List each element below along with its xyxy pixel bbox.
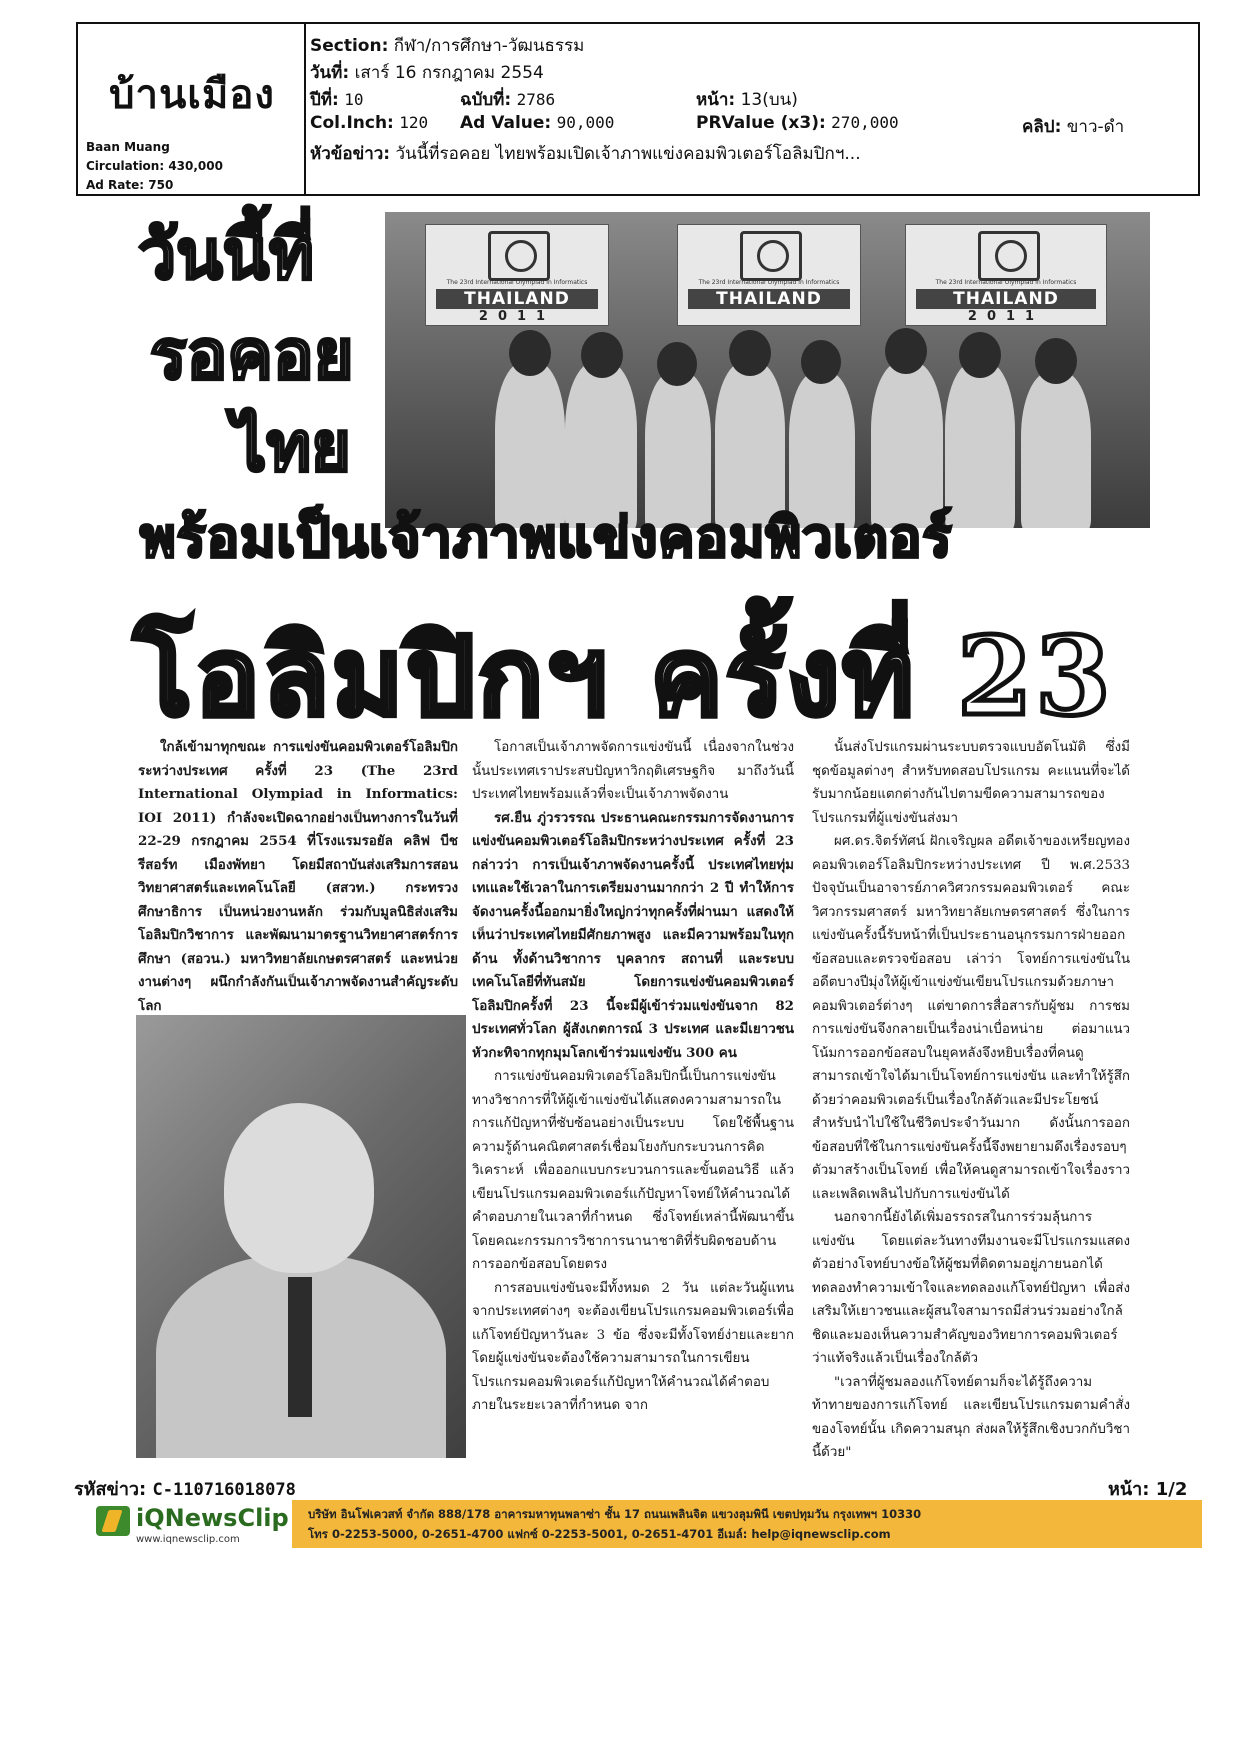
- section-label: Section:: [310, 36, 389, 56]
- date-row: [310, 59, 1190, 86]
- iqnewsclip-logo: [96, 1502, 289, 1548]
- headline-line-3: ไทย: [232, 407, 351, 487]
- company-contact: โทร 0-2253-5000, 0-2651-4700 แฟกซ์ 0-2253-5001, 0-2651-4701 อีเมล์: help@iqnewsclip.com: [308, 1527, 891, 1541]
- person-head: [801, 340, 841, 384]
- headline-value: วันนี้ที่รอคอย ไทยพร้อมเปิดเจ้าภาพแข่งคอมพิวเตอร์โอลิมปิกฯ...: [395, 144, 861, 164]
- article-paragraph: ผศ.ดร.จิตร์ทัศน์ ฝักเจริญผล อดีตเจ้าของเหรียญทองคอมพิวเตอร์โอลิมปิกระหว่างประเทศ ปี พ.ศ.2533 ปัจจุบันเป็นอาจารย์ภาควิศวกรรมคอมพิวเตอร์ คณะวิศวกรรมศาสตร์ มหาวิทยาลัยเกษตรศาสตร์ ซึ่งในการแข่งขันครั้งนี้รับหน้าที่เป็นประธานอนุกรรมการฝ่ายออกข้อสอบและตรวจข้อสอบ เล่าว่า โจทย์การแข่งขันในอดีตบางปีมุ่งให้ผู้เข้าแข่งขันเขียนโปรแกรมด้วยภาษาคอมพิวเตอร์ต่างๆ แต่ขาดการสื่อสารกับผู้ชม การชมการแข่งขันจึงกลายเป็นเรื่องน่าเบื่อหน่าย ต่อมาแนวโน้มการออกข้อสอบในยุคหลังจึงหยิบเรื่องที่คนดูสามารถเข้าใจได้มาเป็นโจทย์การแข่งขัน และทำให้รู้สึกด้วยว่าคอมพิวเตอร์เป็นเรื่องใกล้ตัวและมีประโยชน์สำหรับนำไปใช้ในชีวิตประจำวันมาก ดังนั้นการออกข้อสอบที่ใช้ในการแข่งขันครั้งนี้จึงพยายามดึงเรื่องรอบๆ ตัวมาสร้างเป็นโจทย์ เพื่อให้คนดูสามารถเข้าใจเรื่องราวและเพลิดเพลินไปกับการแข่งขันได้: [812, 834, 1130, 1202]
- headline-line-1: วันนี้ที่: [138, 215, 314, 295]
- article-paragraph: โอกาสเป็นเจ้าภาพจัดการแข่งขันนี้ เนื่องจากในช่วงนั้นประเทศเราประสบปัญหาวิกฤติเศรษฐกิจ มาถึงวันนี้ประเทศไทยพร้อมแล้วที่จะเป็นเจ้าภาพจัดงาน: [472, 740, 794, 802]
- company-address: บริษัท อินโฟเควสท์ จำกัด 888/178 อาคารมหาทุนพลาซ่า ชั้น 17 ถนนเพลินจิต แขวงลุมพินี เขตปทุมวัน กรุงเทพฯ 10330: [308, 1507, 922, 1521]
- article-column-1: [138, 736, 458, 1042]
- prvalue-label: PRValue (x3):: [696, 113, 826, 133]
- date-label: วันที่:: [310, 63, 350, 83]
- prvalue-value: 270,000: [831, 113, 899, 132]
- year-label: ปีที่:: [310, 90, 339, 110]
- headline-row: [310, 140, 1190, 167]
- publication-name: บ้านเมือง: [109, 72, 275, 118]
- article-paragraph: การแข่งขันคอมพิวเตอร์โอลิมปิกนี้เป็นการแข่งขันทางวิชาการที่ให้ผู้เข้าแข่งขันได้แสดงความสามารถในการแก้ปัญหาที่ซับซ้อนอย่างเป็นระบบ โดยใช้พื้นฐานความรู้ด้านคณิตศาสตร์เชื่อมโยงกับกระบวนการคิด วิเคราะห์ เพื่อออกแบบกระบวนการและขั้นตอนวิธี แล้วเขียนโปรแกรมคอมพิวเตอร์แก้ปัญหาโจทย์ให้คำนวณได้คำตอบภายในเวลาที่กำหนด ซึ่งโจทย์เหล่านี้พัฒนาขึ้นโดยคณะกรรมการวิชาการนานาชาติที่รับผิดชอบด้านการออกข้อสอบโดยตรง: [472, 1069, 794, 1272]
- clip-label: คลิป:: [1022, 117, 1062, 137]
- issue-label: ฉบับที่:: [460, 90, 512, 110]
- advalue-label: Ad Value:: [460, 113, 552, 133]
- page-value: 13(บน): [740, 90, 798, 110]
- event-banner: The 23rd International Olympiad in Informatics THAILAND 2011: [425, 224, 609, 326]
- person-figure: [945, 362, 1015, 528]
- person-head: [581, 332, 623, 378]
- publication-panel: [78, 24, 306, 194]
- ioi-logo-icon: [978, 231, 1040, 281]
- brand-url: www.iqnewsclip.com: [136, 1534, 240, 1545]
- ioi-logo-icon: [740, 231, 802, 281]
- article-paragraph: รศ.ยืน ภู่วรวรรณ ประธานคณะกรรมการจัดงานการแข่งขันคอมพิวเตอร์โอลิมปิกระหว่างประเทศ ครั้งที่ 23 กล่าวว่า การเป็นเจ้าภาพจัดงานครั้งนี้ ประเทศไทยทุ่มเทเและใช้เวลาในการเตรียมงานมากกว่า 2 ปี ทำให้การจัดงานครั้งนี้ออกมายิ่งใหญ่กว่าทุกครั้งที่ผ่านมา แสดงให้เห็นว่าประเทศไทยมีศักยภาพสูง และมีความพร้อมในทุกด้าน ทั้งด้านวิชาการ บุคลากร สถานที่ และระบบเทคโนโลยีที่ทันสมัย โดยการแข่งขันคอมพิวเตอร์โอลิมปิกครั้งที่ 23 นี้จะมีผู้เข้าร่วมแข่งขันจาก 82 ประเทศทั่วโลก ผู้สังเกตการณ์ 3 ประเทศ และมีเยาวชนหัวกะทิจากทุกมุมโลกเข้าร่วมแข่งขัน 300 คน: [472, 809, 794, 1061]
- headline-label: หัวข้อข่าว:: [310, 144, 391, 164]
- group-photo: [385, 212, 1150, 528]
- headline-line-5: โอลิมปิกฯ ครั้งที่ 23: [134, 614, 1114, 740]
- publication-en: Baan Muang: [86, 140, 170, 154]
- article-paragraph: ใกล้เข้ามาทุกขณะ การแข่งขันคอมพิวเตอร์โอลิมปิกระหว่างประเทศ ครั้งที่ 23 (The 23rd International Olympiad in Informatics: IOI 2011) กำลังจะเปิดฉากอย่างเป็นทางการในวันที่ 22-29 กรกฎาคม 2554 ที่โรงแรมรอยัล คลิฟ บีช รีสอร์ท เมืองพัทยา โดยมีสถาบันส่งเสริมการสอนวิทยาศาสตร์และเทคโนโลยี (สสวท.) กระทรวงศึกษาธิการ เป็นหน่วยงานหลัก ร่วมกับมูลนิธิส่งเสริมโอลิมปิกวิชาการ และพัฒนามาตรฐานวิทยาศาสตร์การศึกษา (สอวน.) มหาวิทยาลัยเกษตรศาสตร์ และหน่วยงานต่างๆ ผนึกกำลังกันเป็นเจ้าภาพจัดงานสำคัญระดับโลก: [138, 739, 458, 1014]
- ad-rate: Ad Rate: 750: [86, 178, 174, 192]
- publication-meta: [86, 138, 223, 195]
- person-head: [885, 328, 927, 374]
- portrait-tie: [288, 1277, 312, 1417]
- clip-meta: [310, 32, 1190, 167]
- value-row: [310, 113, 1190, 140]
- company-info-bar: [292, 1500, 1202, 1548]
- portrait-head: [224, 1103, 374, 1273]
- person-head: [729, 330, 771, 376]
- event-banner: The 23rd International Olympiad in Informatics THAILAND: [677, 224, 861, 326]
- issue-row: [310, 86, 1190, 113]
- person-head: [657, 342, 697, 386]
- article-paragraph: การสอบแข่งขันจะมีทั้งหมด 2 วัน แต่ละวันผู้แทนจากประเทศต่างๆ จะต้องเขียนโปรแกรมคอมพิวเตอร์เพื่อแก้โจทย์ปัญหาวันละ 3 ข้อ ซึ่งจะมีทั้งโจทย์ง่ายและยาก โดยผู้แข่งขันจะต้องใช้ความสามารถในการเขียนโปรแกรมคอมพิวเตอร์แก้ปัญหาให้คำนวณได้คำตอบภายในระยะเวลาที่กำหนด จาก: [472, 1280, 794, 1413]
- page-number: หน้า: 1/2: [1108, 1479, 1188, 1500]
- person-head: [1035, 338, 1077, 384]
- article-column-2: [472, 736, 794, 1418]
- headline-line-4: พร้อมเป็นเจ้าภาพแข่งคอมพิวเตอร์: [140, 505, 953, 569]
- advalue-value: 90,000: [556, 113, 615, 132]
- iqnewsclip-icon: [96, 1506, 130, 1536]
- page-label: หน้า:: [696, 90, 736, 110]
- headline-line-2: รอคอย: [150, 315, 354, 395]
- brand-name: iQNewsClip: [136, 1504, 289, 1532]
- issue-value: 2786: [516, 90, 556, 109]
- article-paragraph: "เวลาที่ผู้ชมลองแก้โจทย์ตามก็จะได้รู้ถึงความท้าทายของการแก้โจทย์ และเขียนโปรแกรมตามคำสั่งของโจทย์นั้น เกิดความสนุก ส่งผลให้รู้สึกเชิงบวกกับวิชานี้ด้วย": [812, 1374, 1130, 1460]
- colinch-value: 120: [399, 113, 429, 132]
- article-paragraph: นอกจากนี้ยังได้เพิ่มอรรถรสในการร่วมลุ้นการแข่งขัน โดยแต่ละวันทางทีมงานจะมีโปรแกรมแสดงตัวอย่างโจทย์บางข้อให้ผู้ชมที่ติดตามอยู่ภายนอกได้ทดลองทำความเข้าใจและทดลองแก้โจทย์ปัญหา เพื่อส่งเสริมให้เยาวชนและผู้สนใจสามารถมีส่วนร่วมอย่างใกล้ชิดและมองเห็นความสำคัญของวิทยาการคอมพิวเตอร์ว่าแท้จริงแล้วเป็นเรื่องใกล้ตัว: [812, 1210, 1130, 1366]
- person-head: [959, 332, 1001, 378]
- portrait-photo: [136, 1015, 466, 1458]
- article-column-3: [812, 736, 1130, 1465]
- article-paragraph: นั้นส่งโปรแกรมผ่านระบบตรวจแบบอัตโนมัติ ซึ่งมีชุดข้อมูลต่างๆ สำหรับทดสอบโปรแกรม คะแนนที่จะได้รับมากน้อยแตกต่างกันไปตามขีดความสามารถของโปรแกรมที่ผู้แข่งขันส่งมา: [812, 740, 1130, 826]
- colinch-label: Col.Inch:: [310, 113, 394, 133]
- event-banner: The 23rd International Olympiad in Informatics THAILAND 2011: [905, 224, 1107, 326]
- person-figure: [1021, 372, 1091, 528]
- section-value: กีฬา/การศึกษา-วัฒนธรรม: [393, 36, 585, 56]
- section-row: [310, 32, 1190, 59]
- circulation: Circulation: 430,000: [86, 159, 223, 173]
- person-head: [509, 330, 551, 376]
- date-value: เสาร์ 16 กรกฎาคม 2554: [354, 63, 544, 83]
- clip-value: ขาว-ดำ: [1066, 117, 1125, 137]
- ioi-logo-icon: [488, 231, 550, 281]
- news-code: รหัสข่าว: C-110716018078: [74, 1479, 296, 1500]
- clipping-header: [76, 22, 1200, 196]
- year-value: 10: [344, 90, 364, 109]
